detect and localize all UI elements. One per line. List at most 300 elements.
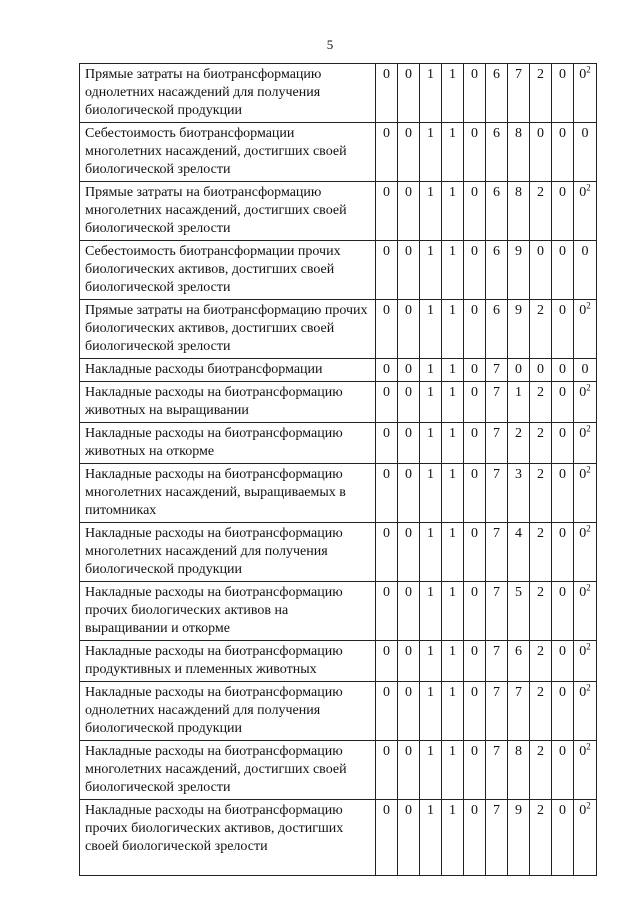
code-digit [530,123,552,182]
code-digit-value: 7 [493,362,500,377]
code-digit-value: 0 [559,244,566,259]
code-digit-value: 2 [537,744,544,759]
code-digit [508,241,530,300]
footnote-mark: 2 [586,182,591,193]
code-digit-value: 1 [427,385,434,400]
footnote-mark: 2 [586,641,591,652]
code-digit-value: 6 [493,126,500,141]
code-digit [398,682,420,741]
code-digit [574,359,597,382]
row-label: Накладные расходы биотрансформации [80,359,376,382]
code-digit [574,464,597,523]
code-digit-value: 7 [515,67,522,82]
table-row [80,582,597,641]
code-digit [398,123,420,182]
code-digit-value: 0 [471,126,478,141]
code-digit-value: 7 [493,644,500,659]
code-digit [530,682,552,741]
code-digit [574,382,597,423]
footnote-mark: 2 [586,382,591,393]
code-digit [574,741,597,800]
code-digit [464,523,486,582]
code-digit-value: 0 [471,185,478,200]
code-digit-value: 0 [559,362,566,377]
code-digit-value: 0 [471,362,478,377]
code-digit [486,241,508,300]
code-digit-value: 0 [559,303,566,318]
code-digit-value: 7 [493,744,500,759]
code-digit-value: 2 [537,303,544,318]
code-digit-value: 0 [471,585,478,600]
code-digit [486,300,508,359]
table-row [80,800,597,876]
code-digit [530,182,552,241]
footnote-mark: 2 [586,741,591,752]
code-digit-value: 0 [471,244,478,259]
code-digit [442,123,464,182]
code-digit [574,641,597,682]
code-digit-value: 0 [383,244,390,259]
code-digit-value: 0 [383,126,390,141]
code-digit [486,359,508,382]
code-digit [464,300,486,359]
footnote-mark: 2 [586,523,591,534]
code-digit [486,641,508,682]
table-row [80,359,597,382]
code-digit [442,464,464,523]
code-digit [464,182,486,241]
code-digit-value: 2 [515,426,522,441]
code-digit [442,582,464,641]
row-label: Накладные расходы на биотрансформацию животных на откорме [80,423,376,464]
code-digit [574,423,597,464]
code-digit-value: 1 [449,526,456,541]
code-digit [486,423,508,464]
code-digit [574,523,597,582]
code-digit-value: 0 [383,467,390,482]
code-digit [442,241,464,300]
code-digit-value: 7 [493,467,500,482]
code-digit [398,582,420,641]
code-digit-value: 0 [471,744,478,759]
code-digit-value: 1 [515,385,522,400]
row-label: Накладные расходы на биотрансформацию однолетних насаждений для получения биологической продукции [80,682,376,741]
code-digit [464,123,486,182]
code-digit [486,123,508,182]
code-digit [508,741,530,800]
code-digit-value: 0 [383,526,390,541]
code-digit-value: 7 [493,685,500,700]
code-digit [376,300,398,359]
code-digit-value: 0 [579,685,587,700]
footnote-mark: 2 [586,64,591,75]
footnote-mark: 2 [586,800,591,811]
code-digit-value: 0 [559,385,566,400]
code-digit-value: 0 [579,185,587,200]
code-digit [508,423,530,464]
code-digit-value: 1 [427,244,434,259]
code-digit-value: 9 [515,244,522,259]
code-digit-value: 1 [427,644,434,659]
code-digit-value: 0 [559,467,566,482]
code-digit [464,241,486,300]
code-digit-value: 8 [515,185,522,200]
code-digit-value: 0 [471,685,478,700]
code-digit [530,423,552,464]
code-digit [574,300,597,359]
code-digit-value: 0 [579,585,587,600]
code-digit-value: 0 [471,526,478,541]
code-digit [376,641,398,682]
code-digit-value: 7 [515,685,522,700]
code-digit-value: 6 [515,644,522,659]
code-digit [552,382,574,423]
code-digit-value: 1 [427,526,434,541]
code-digit [508,300,530,359]
footnote-mark: 2 [586,300,591,311]
code-digit-value: 6 [493,185,500,200]
code-digit [420,800,442,876]
code-digit [508,800,530,876]
row-label: Накладные расходы на биотрансформацию продуктивных и племенных животных [80,641,376,682]
code-digit [552,423,574,464]
code-digit [398,741,420,800]
code-digit [398,523,420,582]
code-digit-value: 0 [581,244,589,259]
code-digit-value: 0 [559,644,566,659]
code-digit-value: 0 [559,585,566,600]
code-digit-value: 1 [449,685,456,700]
table-row [80,382,597,423]
code-digit [398,423,420,464]
code-digit-value: 7 [493,585,500,600]
table-row [80,682,597,741]
code-digit [420,523,442,582]
code-digit [574,64,597,123]
code-digit-value: 0 [471,426,478,441]
code-digit-value: 1 [449,803,456,818]
code-digit-value: 0 [581,362,589,377]
code-digit [420,182,442,241]
code-digit [442,64,464,123]
code-digit [552,641,574,682]
code-digit-value: 7 [493,385,500,400]
code-digit [398,641,420,682]
code-digit-value: 0 [405,362,412,377]
account-codes-table [79,63,597,876]
code-digit-value: 1 [427,185,434,200]
row-label: Накладные расходы на биотрансформацию многолетних насаждений для получения биологической продукции [80,523,376,582]
code-digit-value: 1 [427,426,434,441]
code-digit [530,241,552,300]
row-label: Прямые затраты на биотрансформацию многолетних насаждений, достигших своей биологической зрелости [80,182,376,241]
code-digit [376,64,398,123]
code-digit [508,64,530,123]
code-digit-value: 0 [383,585,390,600]
code-digit [486,382,508,423]
code-digit [464,800,486,876]
code-digit [508,182,530,241]
code-digit [376,182,398,241]
code-digit-value: 1 [449,185,456,200]
code-digit [530,800,552,876]
code-digit-value: 1 [449,585,456,600]
code-digit-value: 0 [559,526,566,541]
code-digit [508,123,530,182]
code-digit-value: 0 [579,385,587,400]
table-row [80,241,597,300]
code-digit-value: 0 [383,644,390,659]
code-digit [574,582,597,641]
code-digit [398,300,420,359]
code-digit-value: 4 [515,526,522,541]
code-digit [376,741,398,800]
code-digit [398,182,420,241]
code-digit-value: 0 [559,803,566,818]
code-digit-value: 6 [493,67,500,82]
code-digit-value: 1 [449,467,456,482]
code-digit-value: 0 [559,126,566,141]
code-digit-value: 0 [537,362,544,377]
code-digit [442,382,464,423]
code-digit-value: 0 [579,803,587,818]
code-digit-value: 8 [515,126,522,141]
code-digit [442,523,464,582]
code-digit-value: 1 [427,585,434,600]
code-digit-value: 0 [405,685,412,700]
code-digit-value: 0 [405,526,412,541]
code-digit-value: 2 [537,526,544,541]
code-digit-value: 0 [383,685,390,700]
code-digit [574,182,597,241]
code-digit [508,641,530,682]
code-digit [376,359,398,382]
code-digit-value: 6 [493,244,500,259]
code-digit-value: 1 [427,685,434,700]
code-digit-value: 0 [471,67,478,82]
code-digit-value: 0 [581,126,589,141]
code-digit [552,359,574,382]
code-digit-value: 2 [537,803,544,818]
code-digit [420,682,442,741]
code-digit-value: 1 [449,244,456,259]
code-digit-value: 0 [471,803,478,818]
code-digit [508,582,530,641]
code-digit-value: 0 [579,303,587,318]
code-digit-value: 5 [515,585,522,600]
row-label: Прямые затраты на биотрансформацию прочих биологических активов, достигших своей биологической зрелости [80,300,376,359]
code-digit-value: 0 [559,67,566,82]
code-digit-value: 1 [427,362,434,377]
code-digit [530,359,552,382]
code-digit-value: 7 [493,426,500,441]
code-digit-value: 0 [383,362,390,377]
code-digit-value: 2 [537,685,544,700]
code-digit [376,382,398,423]
code-digit [508,359,530,382]
code-digit-value: 0 [405,126,412,141]
table-row [80,300,597,359]
code-digit-value: 1 [449,303,456,318]
code-digit [464,64,486,123]
code-digit [530,382,552,423]
footnote-mark: 2 [586,464,591,475]
code-digit [508,682,530,741]
code-digit [420,359,442,382]
code-digit-value: 9 [515,803,522,818]
code-digit-value: 0 [383,744,390,759]
code-digit-value: 0 [579,67,587,82]
code-digit [552,741,574,800]
table-row [80,523,597,582]
code-digit-value: 0 [559,744,566,759]
code-digit [530,300,552,359]
code-digit-value: 0 [579,644,587,659]
table-row [80,423,597,464]
code-digit [464,641,486,682]
code-digit-value: 0 [405,744,412,759]
table-row [80,182,597,241]
code-digit-value: 0 [405,644,412,659]
code-digit [552,464,574,523]
code-digit [486,682,508,741]
row-label: Накладные расходы на биотрансформацию животных на выращивании [80,382,376,423]
table-row [80,641,597,682]
code-digit [552,582,574,641]
code-digit-value: 0 [405,185,412,200]
code-digit [552,182,574,241]
code-digit [420,300,442,359]
code-digit [376,423,398,464]
code-digit [420,741,442,800]
code-digit [420,64,442,123]
code-digit-value: 0 [471,303,478,318]
code-digit [464,464,486,523]
code-digit [376,123,398,182]
code-digit [552,682,574,741]
code-digit [464,359,486,382]
code-digit-value: 1 [449,362,456,377]
code-digit-value: 0 [537,126,544,141]
code-digit-value: 0 [405,426,412,441]
code-digit [464,382,486,423]
code-digit-value: 0 [537,244,544,259]
table-row [80,741,597,800]
code-digit [420,464,442,523]
code-digit [486,182,508,241]
code-digit [508,382,530,423]
code-digit [442,741,464,800]
code-digit [486,464,508,523]
code-digit [376,800,398,876]
code-digit [530,582,552,641]
code-digit-value: 7 [493,803,500,818]
code-digit-value: 0 [579,467,587,482]
row-label: Прямые затраты на биотрансформацию однолетних насаждений для получения биологической продукции [80,64,376,123]
code-digit-value: 0 [405,67,412,82]
code-digit-value: 1 [449,644,456,659]
code-digit-value: 0 [559,685,566,700]
code-digit-value: 0 [471,467,478,482]
code-digit-value: 2 [537,385,544,400]
code-digit [574,123,597,182]
code-digit-value: 0 [383,303,390,318]
code-digit [442,300,464,359]
code-digit-value: 1 [427,67,434,82]
row-label: Накладные расходы на биотрансформацию многолетних насаждений, достигших своей биологической зрелости [80,741,376,800]
row-label: Себестоимость биотрансформации прочих биологических активов, достигших своей биологической зрелости [80,241,376,300]
code-digit-value: 0 [579,744,587,759]
code-digit [442,682,464,741]
code-digit [552,300,574,359]
code-digit [552,241,574,300]
code-digit-value: 0 [383,426,390,441]
code-digit-value: 1 [449,67,456,82]
footnote-mark: 2 [586,582,591,593]
code-digit-value: 0 [383,803,390,818]
code-digit-value: 2 [537,467,544,482]
code-digit-value: 1 [427,303,434,318]
code-digit-value: 0 [405,303,412,318]
code-digit [420,423,442,464]
table-row [80,464,597,523]
code-digit [376,241,398,300]
code-digit [376,682,398,741]
code-digit [464,423,486,464]
code-digit [552,523,574,582]
code-digit [574,682,597,741]
code-digit-value: 3 [515,467,522,482]
code-digit [398,359,420,382]
code-digit [376,523,398,582]
code-digit [442,800,464,876]
code-digit-value: 2 [537,185,544,200]
row-label: Накладные расходы на биотрансформацию прочих биологических активов, достигших своей биологической зрелости [80,800,376,876]
code-digit [376,582,398,641]
code-digit-value: 2 [537,585,544,600]
code-digit-value: 1 [427,467,434,482]
code-digit-value: 0 [579,526,587,541]
code-digit-value: 1 [427,803,434,818]
code-digit [398,464,420,523]
code-digit-value: 0 [405,803,412,818]
code-digit [464,741,486,800]
code-digit [420,641,442,682]
code-digit-value: 1 [427,126,434,141]
code-digit-value: 0 [405,385,412,400]
code-digit [486,582,508,641]
code-digit-value: 2 [537,426,544,441]
code-digit [464,582,486,641]
code-digit-value: 1 [427,744,434,759]
code-digit [574,241,597,300]
code-digit [508,464,530,523]
footnote-mark: 2 [586,682,591,693]
code-digit-value: 1 [449,744,456,759]
code-digit [464,682,486,741]
code-digit [442,182,464,241]
code-digit [574,800,597,876]
code-digit [552,123,574,182]
code-digit-value: 0 [383,185,390,200]
code-digit [420,241,442,300]
code-digit-value: 0 [405,467,412,482]
code-digit [552,64,574,123]
code-digit [420,382,442,423]
code-digit [398,241,420,300]
code-digit-value: 0 [471,644,478,659]
code-digit [552,800,574,876]
